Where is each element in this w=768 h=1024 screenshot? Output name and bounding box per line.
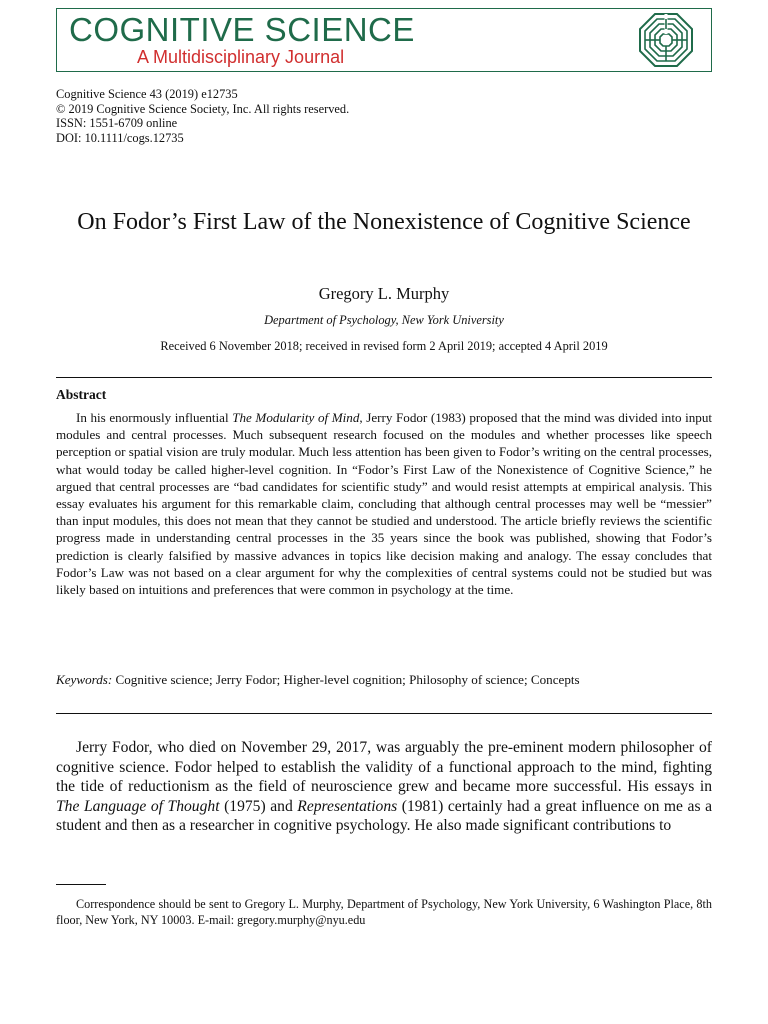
author-affiliation: Department of Psychology, New York University (264, 313, 504, 327)
abstract-bottom-rule (56, 713, 712, 714)
correspondence-footnote: Correspondence should be sent to Gregory L. Murphy, Department of Psychology, New York University, 6 Washington Place, 8th floor, New York, NY 10003. E-mail: gregory.murphy@nyu.edu (56, 897, 712, 927)
citation: Cognitive Science 43 (2019) e12735 (56, 87, 238, 101)
article-title: On Fodor’s First Law of the Nonexistence of Cognitive Science (77, 209, 691, 235)
abstract-text: In his enormously influential The Modularity of Mind, Jerry Fodor (1983) proposed that the mind was divided into input modules and central processes. Much subsequent research focused on the modules and whether processes like speech perception or spatial vision are truly modular. Much less attention has been given to Fodor’s writing on the central processes, what would today be called higher-level cognition. In “Fodor’s First Law of the Nonexistence of Cognitive Science,” he argued that central processes are “bad candidates for scientific study” and would resist attempts at empirical analysis. This essay evaluates his argument for this remarkable claim, concluding that although central processes may well be “messier” than input modules, this does not mean that they cannot be studied and understood. The article briefly reviews the scientific progress made in understanding central processes in the 35 years since the book was published, showing that Fodor’s prediction is clearly falsified by massive advances in topics like decision making and analogy. The essay concludes that Fodor’s Law was not based on a clear argument for why the complexities of central systems could not be studied but was likely based on intuitions and preferences that were common in psychology at the time. (56, 410, 713, 598)
author-name: Gregory L. Murphy (318, 284, 450, 303)
abstract-top-rule (56, 377, 712, 378)
received-dates: Received 6 November 2018; received in revised form 2 April 2019; accepted 4 April 2019 (160, 339, 608, 353)
copyright: © 2019 Cognitive Science Society, Inc. All rights reserved. (56, 101, 350, 116)
keywords-text: Cognitive science; Jerry Fodor; Higher-level cognition; Philosophy of science; Concepts (112, 672, 580, 687)
abstract-heading: Abstract (56, 387, 107, 402)
journal-name: COGNITIVE SCIENCE (69, 11, 415, 48)
labyrinth-logo-icon (639, 13, 693, 67)
keywords (56, 671, 712, 688)
body-paragraph: Jerry Fodor, who died on November 29, 2017, was arguably the pre-eminent modern philosopher of cognitive science. Fodor helped to establish the validity of a functional approach to the mind, fighting the tide of reductionism as the field of neuroscience grew and became more successful. His essays in The Language of Thought (1975) and Representations (1981) certainly had a great influence on me as a student and then as a researcher in cognitive psychology. He also made significant contributions to (56, 739, 712, 835)
journal-masthead (56, 8, 712, 72)
keywords-label: Keywords: (56, 672, 113, 687)
issn: ISSN: 1551-6709 online (56, 116, 178, 131)
article-meta (56, 87, 349, 145)
journal-subtitle: A Multidisciplinary Journal (137, 47, 345, 67)
doi: DOI: 10.1111/cogs.12735 (56, 130, 184, 145)
footnote-rule (56, 884, 106, 885)
